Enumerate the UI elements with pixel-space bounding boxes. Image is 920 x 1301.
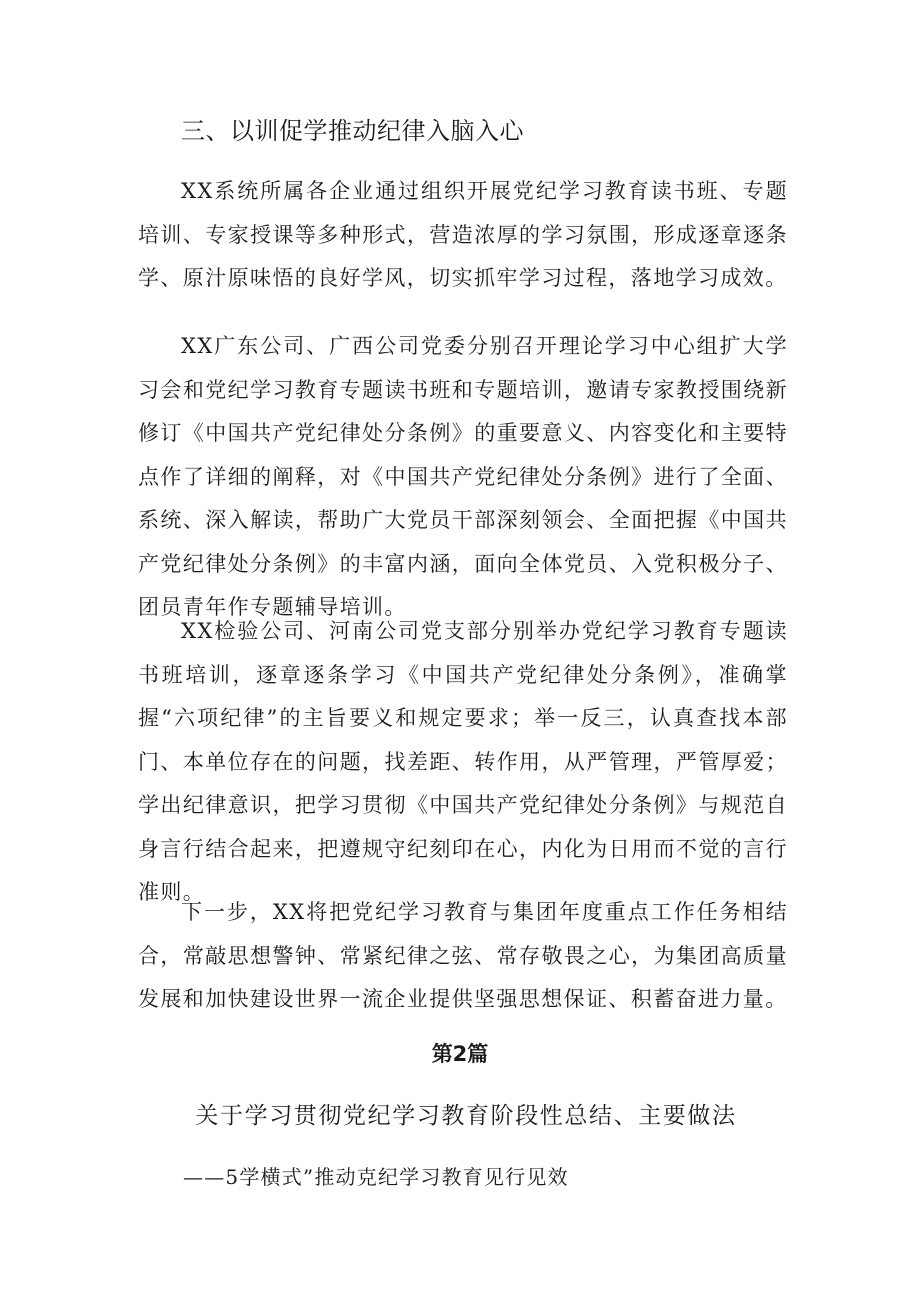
paragraph-1: XX系统所属各企业通过组织开展党纪学习教育读书班、专题培训、专家授课等多种形式，营造浓厚的学习氛围，形成逐章逐条学、原汁原味悟的良好学风，切实抓牢学习过程，落地学习成效。 [138,179,788,290]
section-heading: 三、以训促学推动纪律入脑入心 [181,117,524,145]
paragraph-4: 下一步，XX将把党纪学习教育与集团年度重点工作任务相结合，常敲思想警钟、常紧纪律之弦、常存敬畏之心，为集团高质量发展和加快建设世界一流企业提供坚强思想保证、积蓄奋进力量。 [138,900,788,1011]
paragraph-3: XX检验公司、河南公司党支部分别举办党纪学习教育专题读书班培训，逐章逐条学习《中国共产党纪律处分条例》，准确掌握“六项纪律”的主旨要义和规定要求；举一反三，认真查找本部门、本单位存在的问题，找差距、转作用，从严管理，严管厚爱；学出纪律意识，把学习贯彻《中国共产党纪律处分条例》与规范自身言行结合起来，把遵规守纪刻印在心，内化为日用而不觉的言行准则。 [138,619,788,904]
document-title: 关于学习贯彻党纪学习教育阶段性总结、主要做法 [195,1103,737,1129]
document-subtitle: ——5学横式”推动克纪学习教育见行见效 [183,1165,569,1189]
part-number: 第2篇 [431,1042,489,1066]
paragraph-2: XX广东公司、广西公司党委分别召开理论学习中心组扩大学习会和党纪学习教育专题读书班和专题培训，邀请专家教授围绕新修订《中国共产党纪律处分条例》的重要意义、内容变化和主要特点作了详细的阐释，对《中国共产党纪律处分条例》进行了全面、系统、深入解读，帮助广大党员干部深刻领会、全面把握《中国共产党纪律处分条例》的丰富内涵，面向全体党员、入党积极分子、团员青年作专题辅导培训。 [138,334,788,619]
